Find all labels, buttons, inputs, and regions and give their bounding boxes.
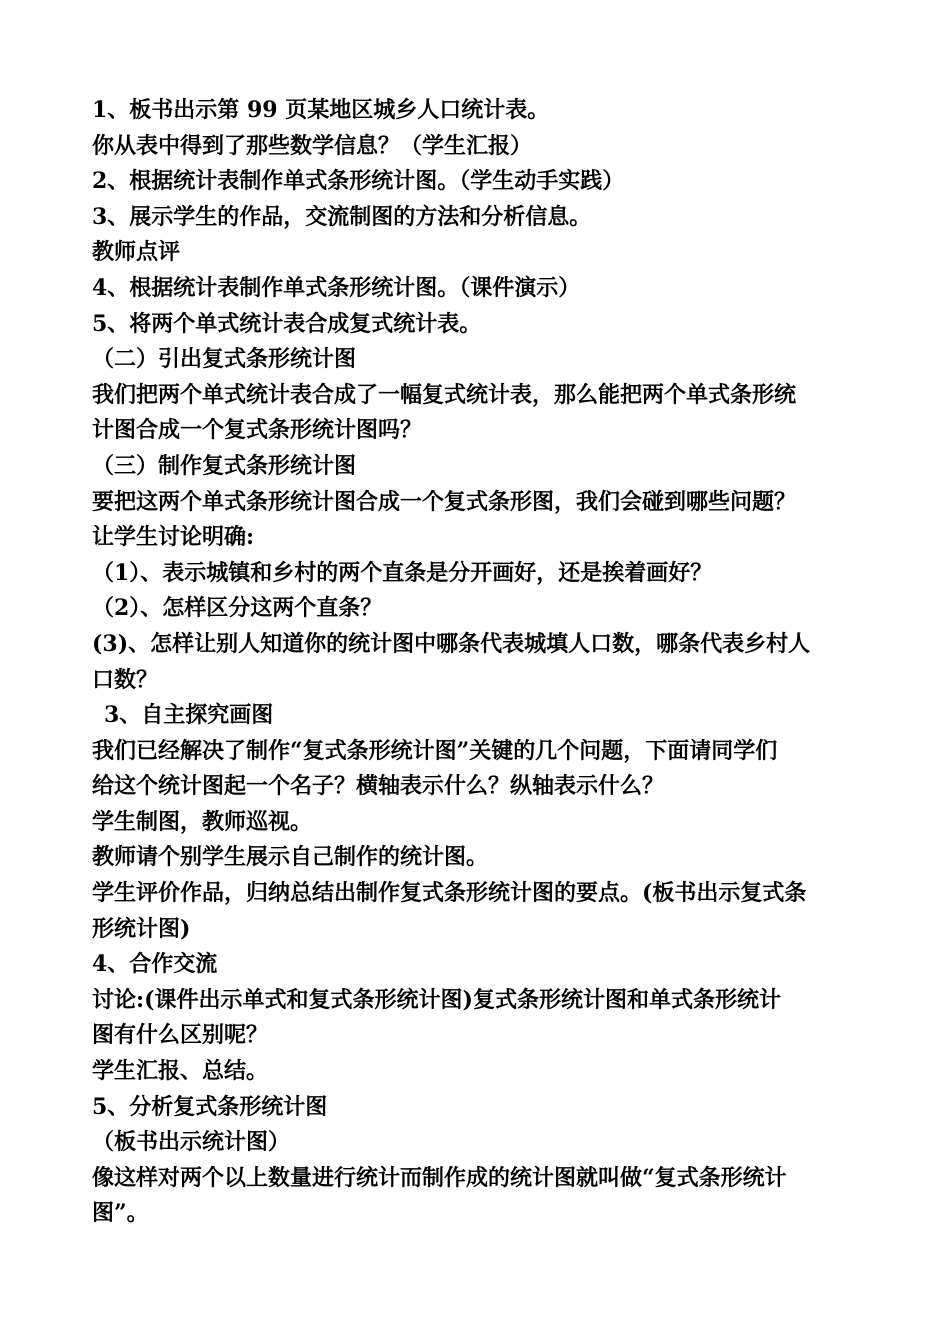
- text-line: 3、展示学生的作品，交流制图的方法和分析信息。: [92, 203, 592, 230]
- section-heading: （三）制作复式条形统计图: [92, 452, 357, 479]
- text-line: 图”。: [92, 1200, 149, 1227]
- text-line: 给这个统计图起一个名子？横轴表示什么？纵轴表示什么？: [92, 773, 665, 800]
- text-line: 学生评价作品，归纳总结出制作复式条形统计图的要点。(板书出示复式条: [92, 880, 807, 907]
- section-heading: 3、自主探究画图: [104, 702, 274, 729]
- text-line: 1、板书出示第 99 页某地区城乡人口统计表。: [92, 97, 550, 123]
- text-line: 形统计图): [92, 915, 191, 942]
- text-line: （2）、怎样区分这两个直条？: [92, 595, 383, 622]
- section-heading: 5、分析复式条形统计图: [92, 1093, 328, 1120]
- text-line: 学生汇报、总结。: [92, 1058, 269, 1085]
- text-line: （板书出示统计图）: [92, 1129, 291, 1156]
- text-line: 5、将两个单式统计表合成复式统计表。: [92, 310, 482, 337]
- text-line: 要把这两个单式条形统计图合成一个复式条形图，我们会碰到哪些问题？: [92, 488, 797, 515]
- text-line: 计图合成一个复式条形统计图吗？: [92, 417, 423, 444]
- section-heading: 4、合作交流: [92, 951, 218, 978]
- text-line: 图有什么区别呢？: [92, 1022, 269, 1049]
- text-line: 教师请个别学生展示自己制作的统计图。: [92, 844, 489, 871]
- document-body: [92, 93, 872, 1232]
- text-line: 教师点评: [92, 239, 181, 266]
- text-line: 让学生讨论明确:: [92, 524, 255, 551]
- text-line: 口数？: [92, 666, 159, 693]
- text-line: 讨论:(课件出示单式和复式条形统计图)复式条形统计图和单式条形统计: [92, 986, 781, 1013]
- text-line: （1）、表示城镇和乡村的两个直条是分开画好，还是挨着画好？: [92, 559, 713, 586]
- text-line: 我们把两个单式统计表合成了一幅复式统计表，那么能把两个单式条形统: [92, 381, 797, 408]
- text-line: 2、根据统计表制作单式条形统计图。（学生动手实践）: [92, 168, 625, 195]
- text-line: 你从表中得到了那些数学信息？（学生汇报）: [92, 132, 533, 159]
- text-line: 像这样对两个以上数量进行统计而制作成的统计图就叫做“复式条形统计: [92, 1164, 787, 1191]
- text-line: 我们已经解决了制作“复式条形统计图”关键的几个问题，下面请同学们: [92, 737, 778, 764]
- text-line: 4、根据统计表制作单式条形统计图。（课件演示）: [92, 274, 581, 301]
- text-line: 学生制图，教师巡视。: [92, 808, 313, 835]
- section-heading: （二）引出复式条形统计图: [92, 346, 357, 373]
- text-line: (3)、怎样让别人知道你的统计图中哪条代表城填人口数，哪条代表乡村人: [92, 630, 811, 657]
